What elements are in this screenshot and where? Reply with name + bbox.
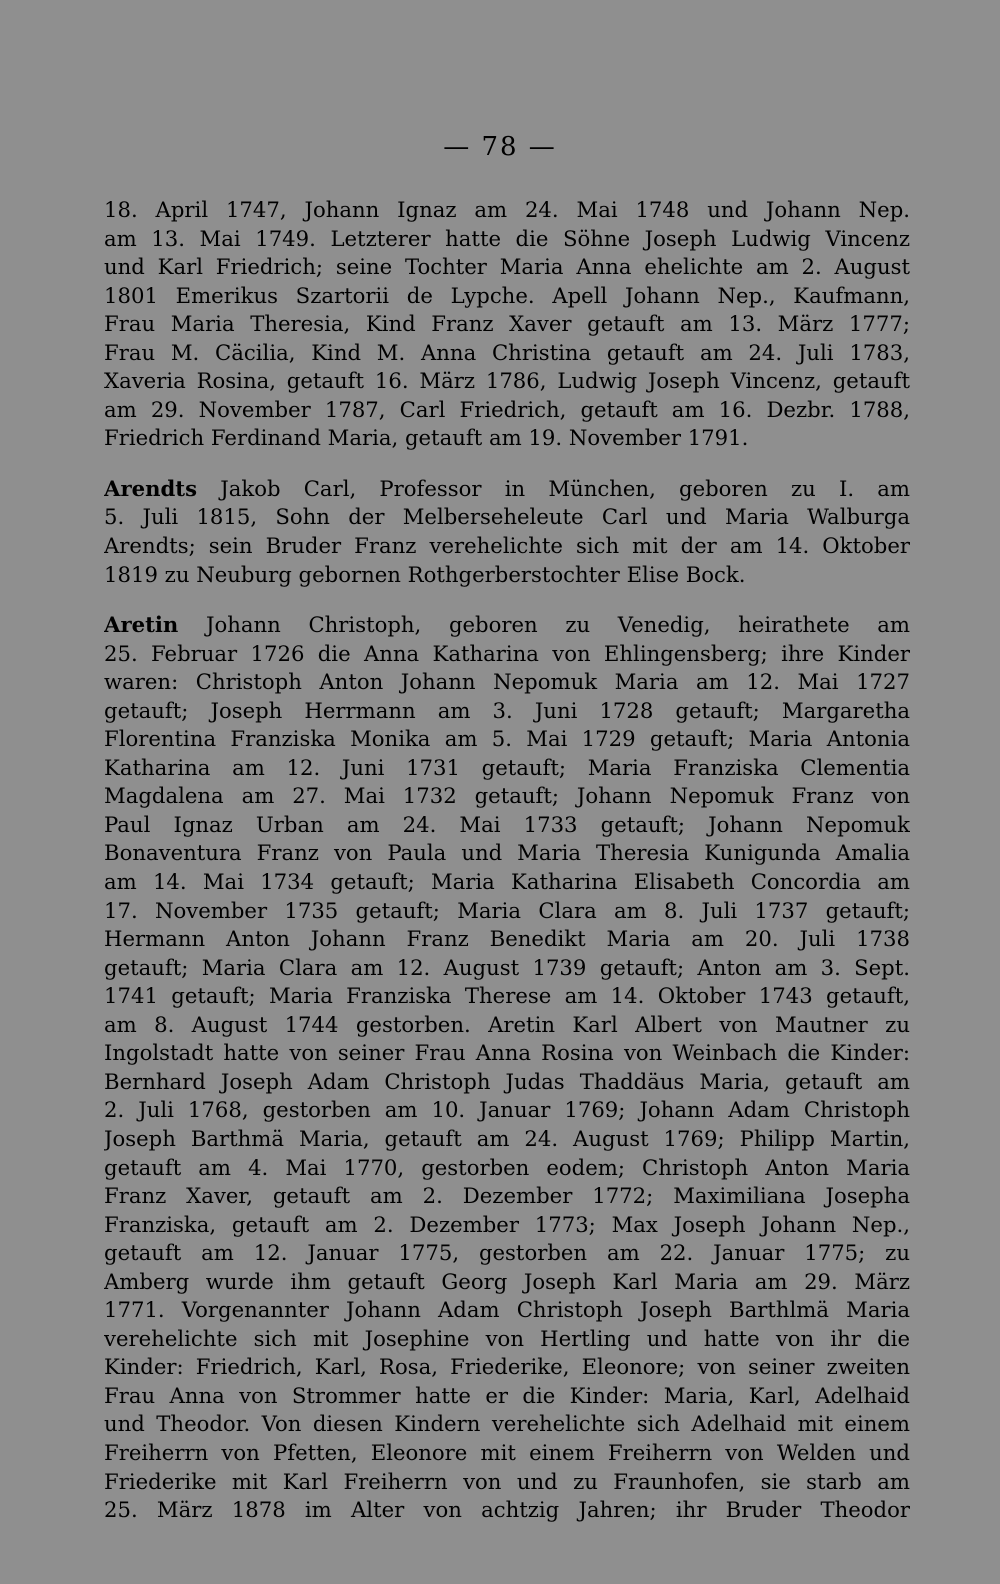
- text-line: 1771. Vorgenannter Johann Adam Christoph Joseph Barthlmä Maria: [104, 1297, 910, 1323]
- text-line: getauft am 12. Januar 1775, gestorben am 22. Januar 1775; zu: [104, 1240, 910, 1266]
- text-line: Bernhard Joseph Adam Christoph Judas Thaddäus Maria, getauft am: [104, 1068, 910, 1094]
- text-line: Joseph Barthmä Maria, getauft am 24. August 1769; Philipp Martin,: [104, 1125, 910, 1151]
- text-line: Kinder: Friedrich, Karl, Rosa, Friederike, Eleonore; von seiner zweiten: [104, 1354, 910, 1380]
- text-line: Franziska, getauft am 2. Dezember 1773; Max Joseph Johann Nep.,: [104, 1211, 910, 1237]
- text-line: getauft; Joseph Herrmann am 3. Juni 1728 getauft; Margaretha: [104, 697, 910, 723]
- text-line: getauft; Maria Clara am 12. August 1739 getauft; Anton am 3. Sept.: [104, 954, 910, 980]
- text-line: Ingolstadt hatte von seiner Frau Anna Rosina von Weinbach die Kinder:: [104, 1040, 910, 1066]
- text-line: 1819 zu Neuburg gebornen Rothgerberstochter Elise Bock.: [104, 561, 746, 587]
- text-line: waren: Christoph Anton Johann Nepomuk Maria am 12. Mai 1727: [104, 669, 910, 695]
- text-line: Florentina Franziska Monika am 5. Mai 1729 getauft; Maria Antonia: [104, 726, 910, 752]
- entry-heading: Arendts: [104, 475, 198, 501]
- text-line: am 13. Mai 1749. Letzterer hatte die Söhne Joseph Ludwig Vincenz: [104, 225, 910, 251]
- text-line: am 29. November 1787, Carl Friedrich, getauft am 16. Dezbr. 1788,: [104, 396, 910, 422]
- text-line: Frau M. Cäcilia, Kind M. Anna Christina getauft am 24. Juli 1783,: [104, 339, 910, 365]
- text-run: Jakob Carl, Professor in München, geboren zu I. am: [197, 475, 910, 501]
- text-line: am 14. Mai 1734 getauft; Maria Katharina Elisabeth Concordia am: [104, 869, 910, 895]
- text-line: 5. Juli 1815, Sohn der Melberseheleute Carl und Maria Walburga: [104, 504, 910, 530]
- text-line: Xaveria Rosina, getauft 16. März 1786, Ludwig Joseph Vincenz, getauft: [104, 368, 910, 394]
- text-line: Paul Ignaz Urban am 24. Mai 1733 getauft; Johann Nepomuk: [104, 811, 910, 837]
- text-line: Hermann Anton Johann Franz Benedikt Maria am 20. Juli 1738: [104, 926, 910, 952]
- text-line: Magdalena am 27. Mai 1732 getauft; Johann Nepomuk Franz von: [104, 783, 910, 809]
- paragraph-arendts: [104, 475, 910, 589]
- text-line: Frau Maria Theresia, Kind Franz Xaver getauft am 13. März 1777;: [104, 311, 910, 337]
- text-line: [104, 611, 910, 640]
- text-line: 1801 Emerikus Szartorii de Lypche. Apell Johann Nep., Kaufmann,: [104, 282, 910, 308]
- text-line: [104, 475, 910, 504]
- paragraph-aretin: [104, 611, 910, 1525]
- text-line: und Theodor. Von diesen Kindern verehelichte sich Adelhaid mit einem: [104, 1411, 910, 1437]
- text-line: 25. Februar 1726 die Anna Katharina von Ehlingensberg; ihre Kinder: [104, 640, 910, 666]
- text-line: 25. März 1878 im Alter von achtzig Jahren; ihr Bruder Theodor: [104, 1497, 910, 1523]
- page-text: [104, 196, 910, 1525]
- text-line: 17. November 1735 getauft; Maria Clara am 8. Juli 1737 getauft;: [104, 897, 910, 923]
- text-line: Franz Xaver, getauft am 2. Dezember 1772; Maximiliana Josepha: [104, 1183, 910, 1209]
- text-line: 2. Juli 1768, gestorben am 10. Januar 1769; Johann Adam Christoph: [104, 1097, 910, 1123]
- text-line: Katharina am 12. Juni 1731 getauft; Maria Franziska Clementia: [104, 754, 910, 780]
- paragraph-gap: [104, 453, 910, 475]
- text-line: und Karl Friedrich; seine Tochter Maria Anna ehelichte am 2. August: [104, 254, 910, 280]
- paragraph-gap: [104, 589, 910, 611]
- text-line: Arendts; sein Bruder Franz verehelichte sich mit der am 14. Oktober: [104, 533, 910, 559]
- text-line: 1741 getauft; Maria Franziska Therese am 14. Oktober 1743 getauft,: [104, 983, 910, 1009]
- text-line: Bonaventura Franz von Paula und Maria Theresia Kunigunda Amalia: [104, 840, 910, 866]
- text-run: Johann Christoph, geboren zu Venedig, heirathete am: [178, 612, 910, 638]
- text-line: verehelichte sich mit Josephine von Hertling und hatte von ihr die: [104, 1325, 910, 1351]
- text-line: Friedrich Ferdinand Maria, getauft am 19. November 1791.: [104, 425, 749, 451]
- entry-heading: Aretin: [104, 612, 179, 638]
- text-line: Frau Anna von Strommer hatte er die Kinder: Maria, Karl, Adelhaid: [104, 1382, 910, 1408]
- page-number: — 78 —: [443, 132, 557, 162]
- paragraph-apell: [104, 196, 910, 453]
- text-line: Friederike mit Karl Freiherrn von und zu Fraunhofen, sie starb am: [104, 1468, 910, 1494]
- text-line: Amberg wurde ihm getauft Georg Joseph Karl Maria am 29. März: [104, 1268, 910, 1294]
- text-line: Freiherrn von Pfetten, Eleonore mit einem Freiherrn von Welden und: [104, 1439, 910, 1465]
- text-line: getauft am 4. Mai 1770, gestorben eodem; Christoph Anton Maria: [104, 1154, 910, 1180]
- text-line: 18. April 1747, Johann Ignaz am 24. Mai 1748 und Johann Nep.: [104, 197, 910, 222]
- text-line: am 8. August 1744 gestorben. Aretin Karl Albert von Mautner zu: [104, 1011, 910, 1037]
